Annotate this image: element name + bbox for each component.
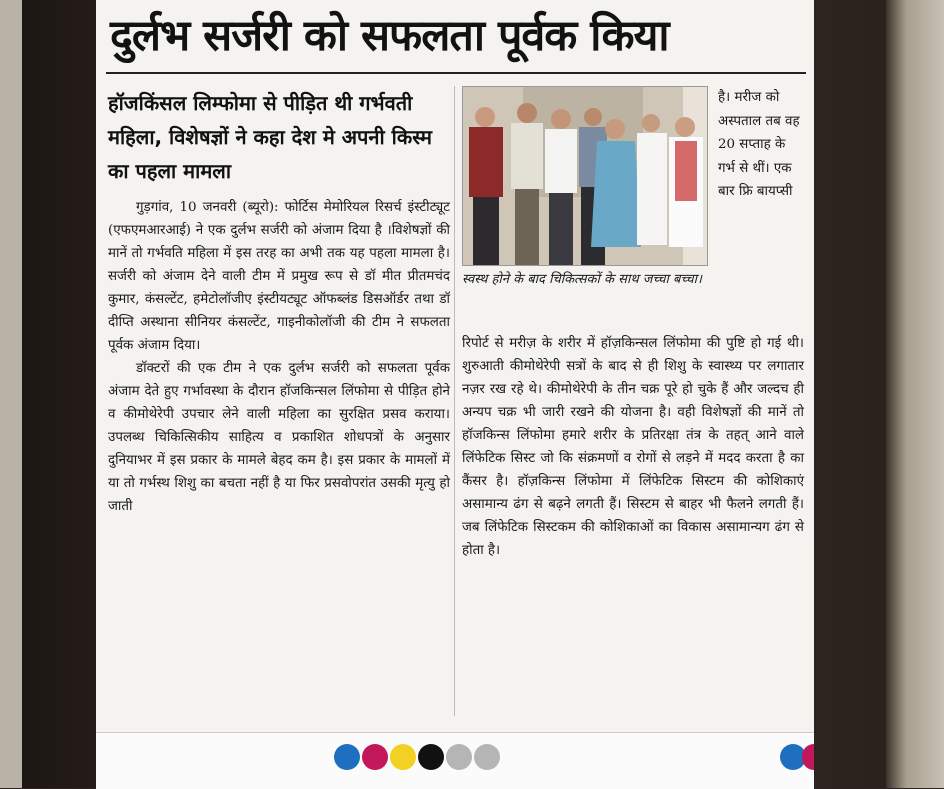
photo-caption: स्वस्थ होने के बाद चिकित्सकों के साथ जच्चा बच्चा। [462,272,702,287]
article-paragraph-1: गुड़गांव, 10 जनवरी (ब्यूरो): फोर्टिस मेमोरियल रिसर्च इंस्टीट्यूट (एफएमआरआई) ने एक दुर्लभ सर्जरी को अंजाम दिया है ।विशेषज्ञों की मानें तो गर्भवति महिला में इस तरह का अभी तक यह पहला मामला है। सर्जरी को अंजाम देने वाली टीम में प्रमुख रूप से डॉ मीत प्रीतमचंद कुमार, कंसल्टेंट, हमेटोलॉजीए इंस्टीयट्यूट ऑफब्लंड डिसऑर्डर तथा डॉ दीप्ति अस्थाना सीनियर कंसल्टेंट, गाइनीकोलॉजी की टीम ने सफलता पूर्वक अंजाम दिया। [108,200,450,353]
black-registration-dot [418,744,444,770]
subheadline: हॉजकिंसल लिम्फोमा से पीड़ित थी गर्भवती महिला, विशेषज्ञों ने कहा देश मे अपनी किस्म का पहला मामला [108,91,432,183]
group-photo-illustration [463,87,707,265]
news-photo [462,86,708,266]
article-paragraph-3: रिपोर्ट से मरीज़ के शरीर में हॉज़किन्सल लिंफोमा की पुष्टि हो गई थी। शुरुआती कीमोथेरेपी सत्रों के बाद से ही शिशु के स्वास्थ्य पर लगातार नज़र रख रहे थे। कीमोथेरेपी के तीन चक्र पूरे हो चुके हैं और जल्दच ही अन्यप चक्र भी जारी रखने की योजना है। वही विशेषज्ञों की मानें तो हॉजकिन्स लिंफोमा हमारे शरीर के प्रतिरक्षा तंत्र के तहत् आने वाले लिंफेटिक सिस्ट जो कि संक्रमणों व रोगों से लड़ने में मदद करता है का कैंसर है। हॉज़किन्स लिंफोमा में लिंफेटिक सिस्टम की कोशिकाएं असामान्य ढंग से बढ़ने लगती हैं। सिस्टम से बाहर भी फैलने लगती हैं। जब लिंफेटिक सिस्टकम की कोशिकाओं का विकास असामान्यग ढंग से होता है। [462,336,804,558]
magenta-registration-dot [362,744,388,770]
yellow-registration-dot [390,744,416,770]
article-left-column [108,196,450,518]
headline: दुर्लभ सर्जरी को सफलता पूर्वक किया [110,11,669,61]
newspaper-clipping [96,0,814,788]
article-paragraph-2: डॉक्टरों की एक टीम ने एक दुर्लभ सर्जरी को सफलता पूर्वक अंजाम देते हुए गर्भावस्था के दौरान हॉजकिन्सल लिंफोमा से पीड़ित होने व कीमोथेरेपी उपचार लेने वाली महिला का सुरक्षित प्रसव कराया। उपलब्ध चिकित्सिकीय साहित्य व प्रकाशित शोधपत्रों के अनुसार दुनियाभर में इस प्रकार के मामले बेहद कम है। इस प्रकार के मामलों में या तो गर्भस्थ शिशु का बचता नहीं है या फिर प्रसवोपरांत उसकी मृत्यु हो जाती [108,361,450,514]
cyan-registration-dot [334,744,360,770]
headline-rule [106,72,806,74]
wall-left [0,0,22,788]
grey-registration-dot-2 [474,744,500,770]
grey-registration-dot [446,744,472,770]
article-right-column [462,332,804,562]
article-narrow-column: है। मरीज को अस्पताल तब वह 20 सप्ताह के गर्भ से थीं। एक बार फ्रि बायप्सी [718,90,800,199]
wall-right [886,0,944,788]
column-divider [454,86,455,716]
